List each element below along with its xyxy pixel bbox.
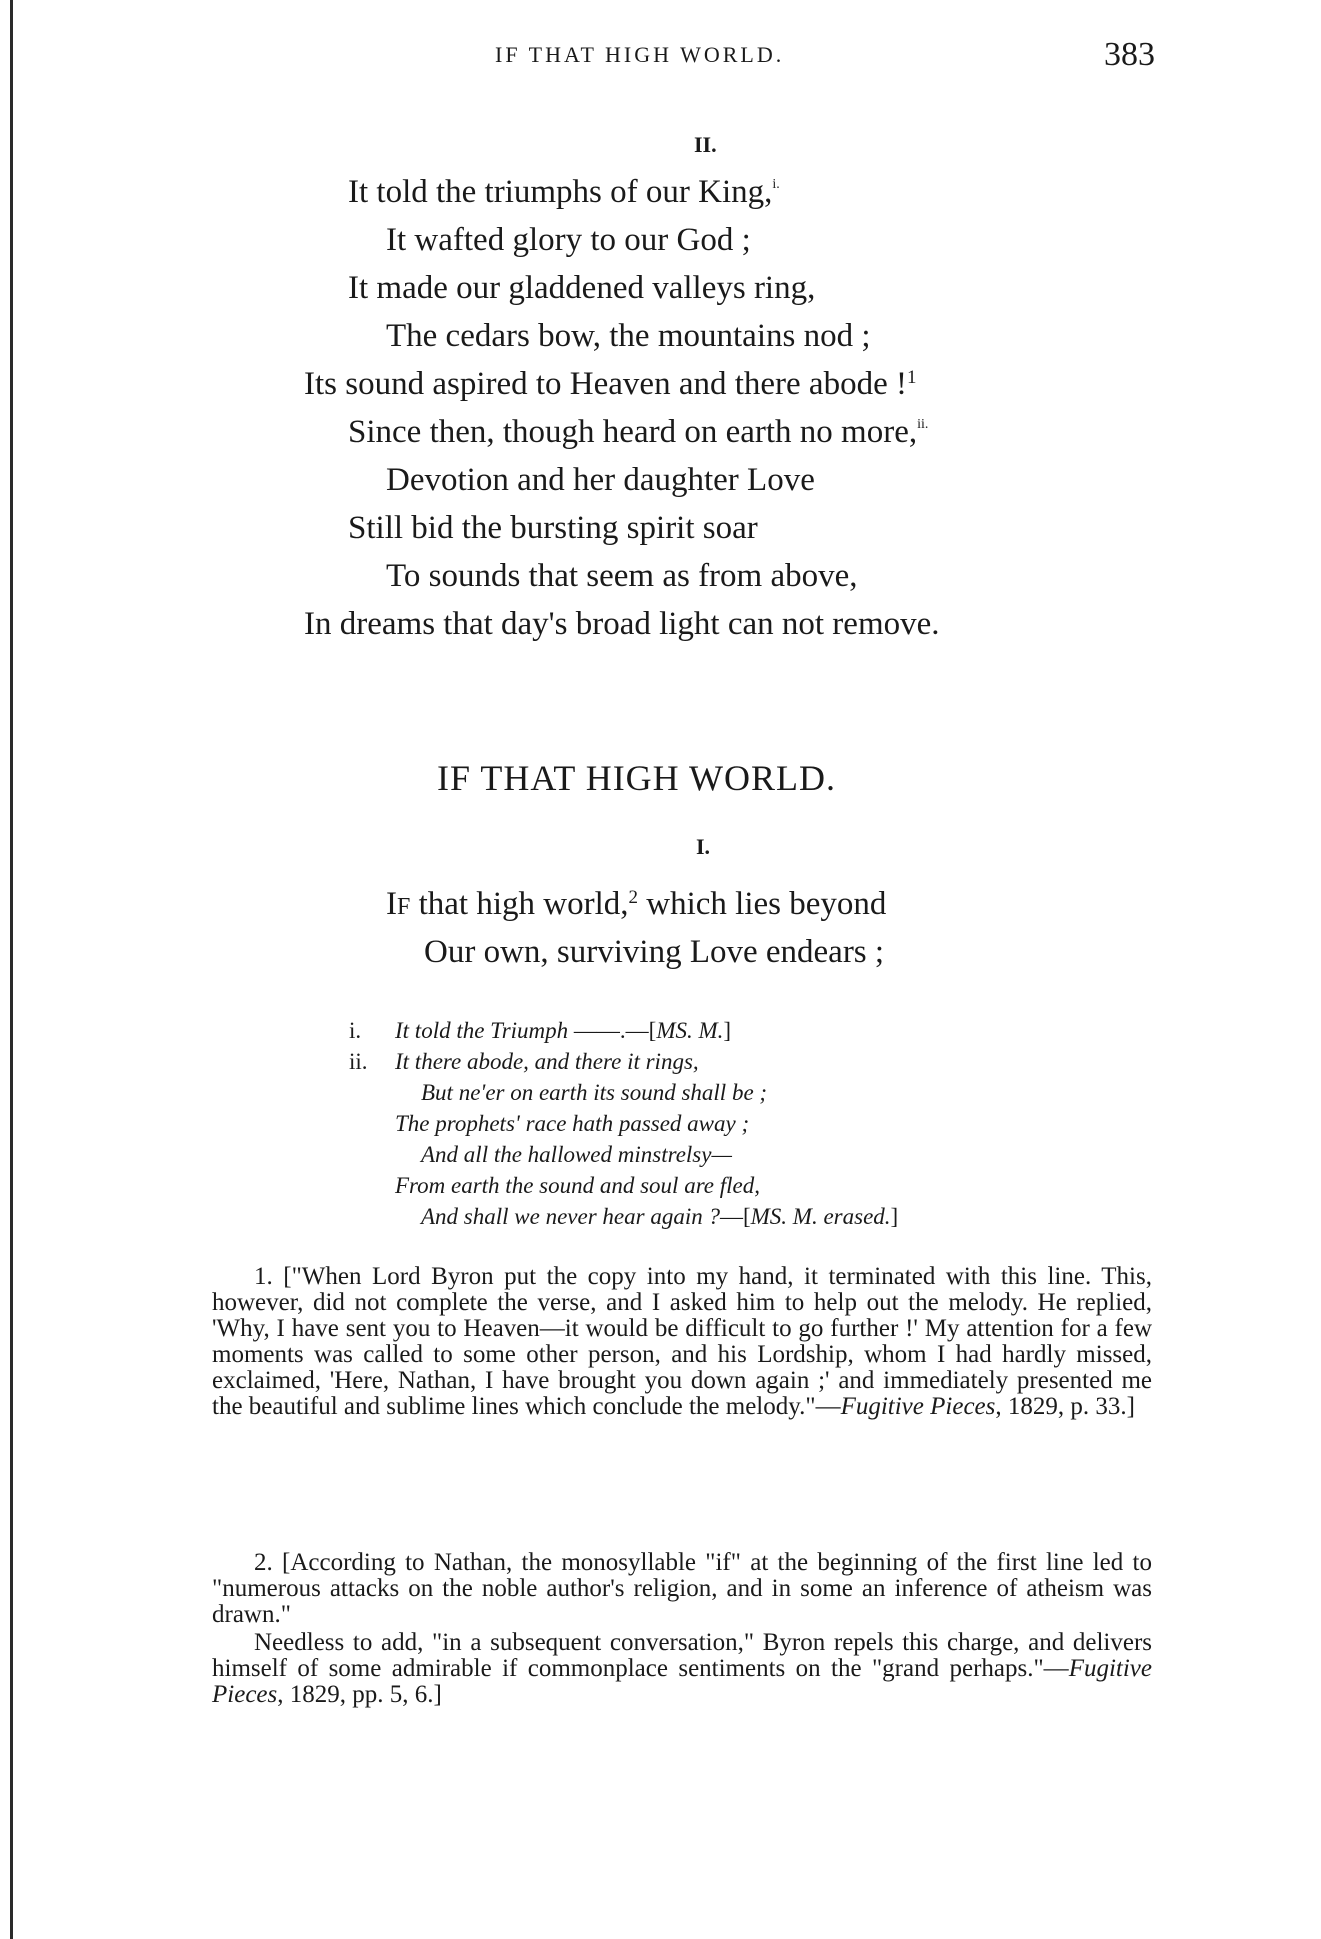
footnote-ref: 1 — [906, 367, 917, 388]
variant-reading-line: But ne'er on earth its sound shall be ; — [421, 1080, 768, 1105]
stanza-number: II. — [694, 132, 717, 157]
footnote-1: 1. ["When Lord Byron put the copy into my hand, it terminated with this line. This, however, did not complete the verse, and I asked him to help out the melody. He replied, 'Why, I have sent you to Heaven—it would be difficult to go further !' My attention for a few moments was called to some other person, and his Lordship, whom I had hardly missed, exclaimed, 'Here, Nathan, I have brought you down again ;' and immediately presented me the beautiful and sublime lines which conclude the melody."—Fugitive Pieces, 1829, p. 33.] — [212, 1263, 1152, 1420]
page-number: 383 — [1104, 36, 1155, 73]
variant-reading: i. It told the Triumph ——.—[MS. M.] — [349, 1018, 732, 1043]
verse-line: Our own, surviving Love endears ; — [424, 934, 885, 970]
variant-reading-line: And all the hallowed minstrelsy— — [421, 1142, 732, 1167]
verse-line: Devotion and her daughter Love — [386, 462, 815, 498]
verse-line: IF that high world,$^2$ which lies beyond — [386, 886, 887, 922]
variant-mark: ii. — [917, 417, 929, 432]
verse-line: To sounds that seem as from above, — [386, 558, 858, 594]
variant-reading-line: And shall we never hear again ?—[MS. M. erased.] — [421, 1204, 899, 1229]
page-binding-edge — [10, 0, 13, 1939]
verse-line: It told the triumphs of our King,$^{i.}$ — [348, 174, 780, 210]
footnote-2-continued: Needless to add, "in a subsequent conversation," Byron repels this charge, and delivers himself of some admirable if commonplace sentiments on the "grand perhaps."—Fugitive Pieces, 1829, pp. 5, 6.] — [212, 1629, 1152, 1708]
variant-reading-line: The prophets' race hath passed away ; — [395, 1111, 750, 1136]
footnote-2: 2. [According to Nathan, the monosyllable "if" at the beginning of the first line led to "numerous attacks on the noble author's religion, and in some an inference of atheism was drawn." — [212, 1549, 1152, 1628]
variant-mark: i. — [772, 177, 780, 192]
verse-line: Since then, though heard on earth no more,$^{ii.}$ — [348, 414, 929, 450]
variant-reading-line: From earth the sound and soul are fled, — [395, 1173, 760, 1198]
poem-title: IF THAT HIGH WORLD. — [437, 758, 837, 798]
variant-reading: ii. It there abode, and there it rings, — [349, 1049, 699, 1074]
verse-line: The cedars bow, the mountains nod ; — [386, 318, 871, 354]
verse-line: Still bid the bursting spirit soar — [348, 510, 758, 546]
footnote-ref: 2 — [628, 887, 639, 908]
verse-line: In dreams that day's broad light can not remove. — [304, 606, 940, 642]
verse-line: Its sound aspired to Heaven and there abode !$^1$ — [304, 366, 917, 402]
verse-line: It made our gladdened valleys ring, — [348, 270, 816, 306]
stanza-number: I. — [696, 834, 711, 859]
running-head: IF THAT HIGH WORLD. — [495, 42, 785, 67]
verse-line: It wafted glory to our God ; — [386, 222, 751, 258]
